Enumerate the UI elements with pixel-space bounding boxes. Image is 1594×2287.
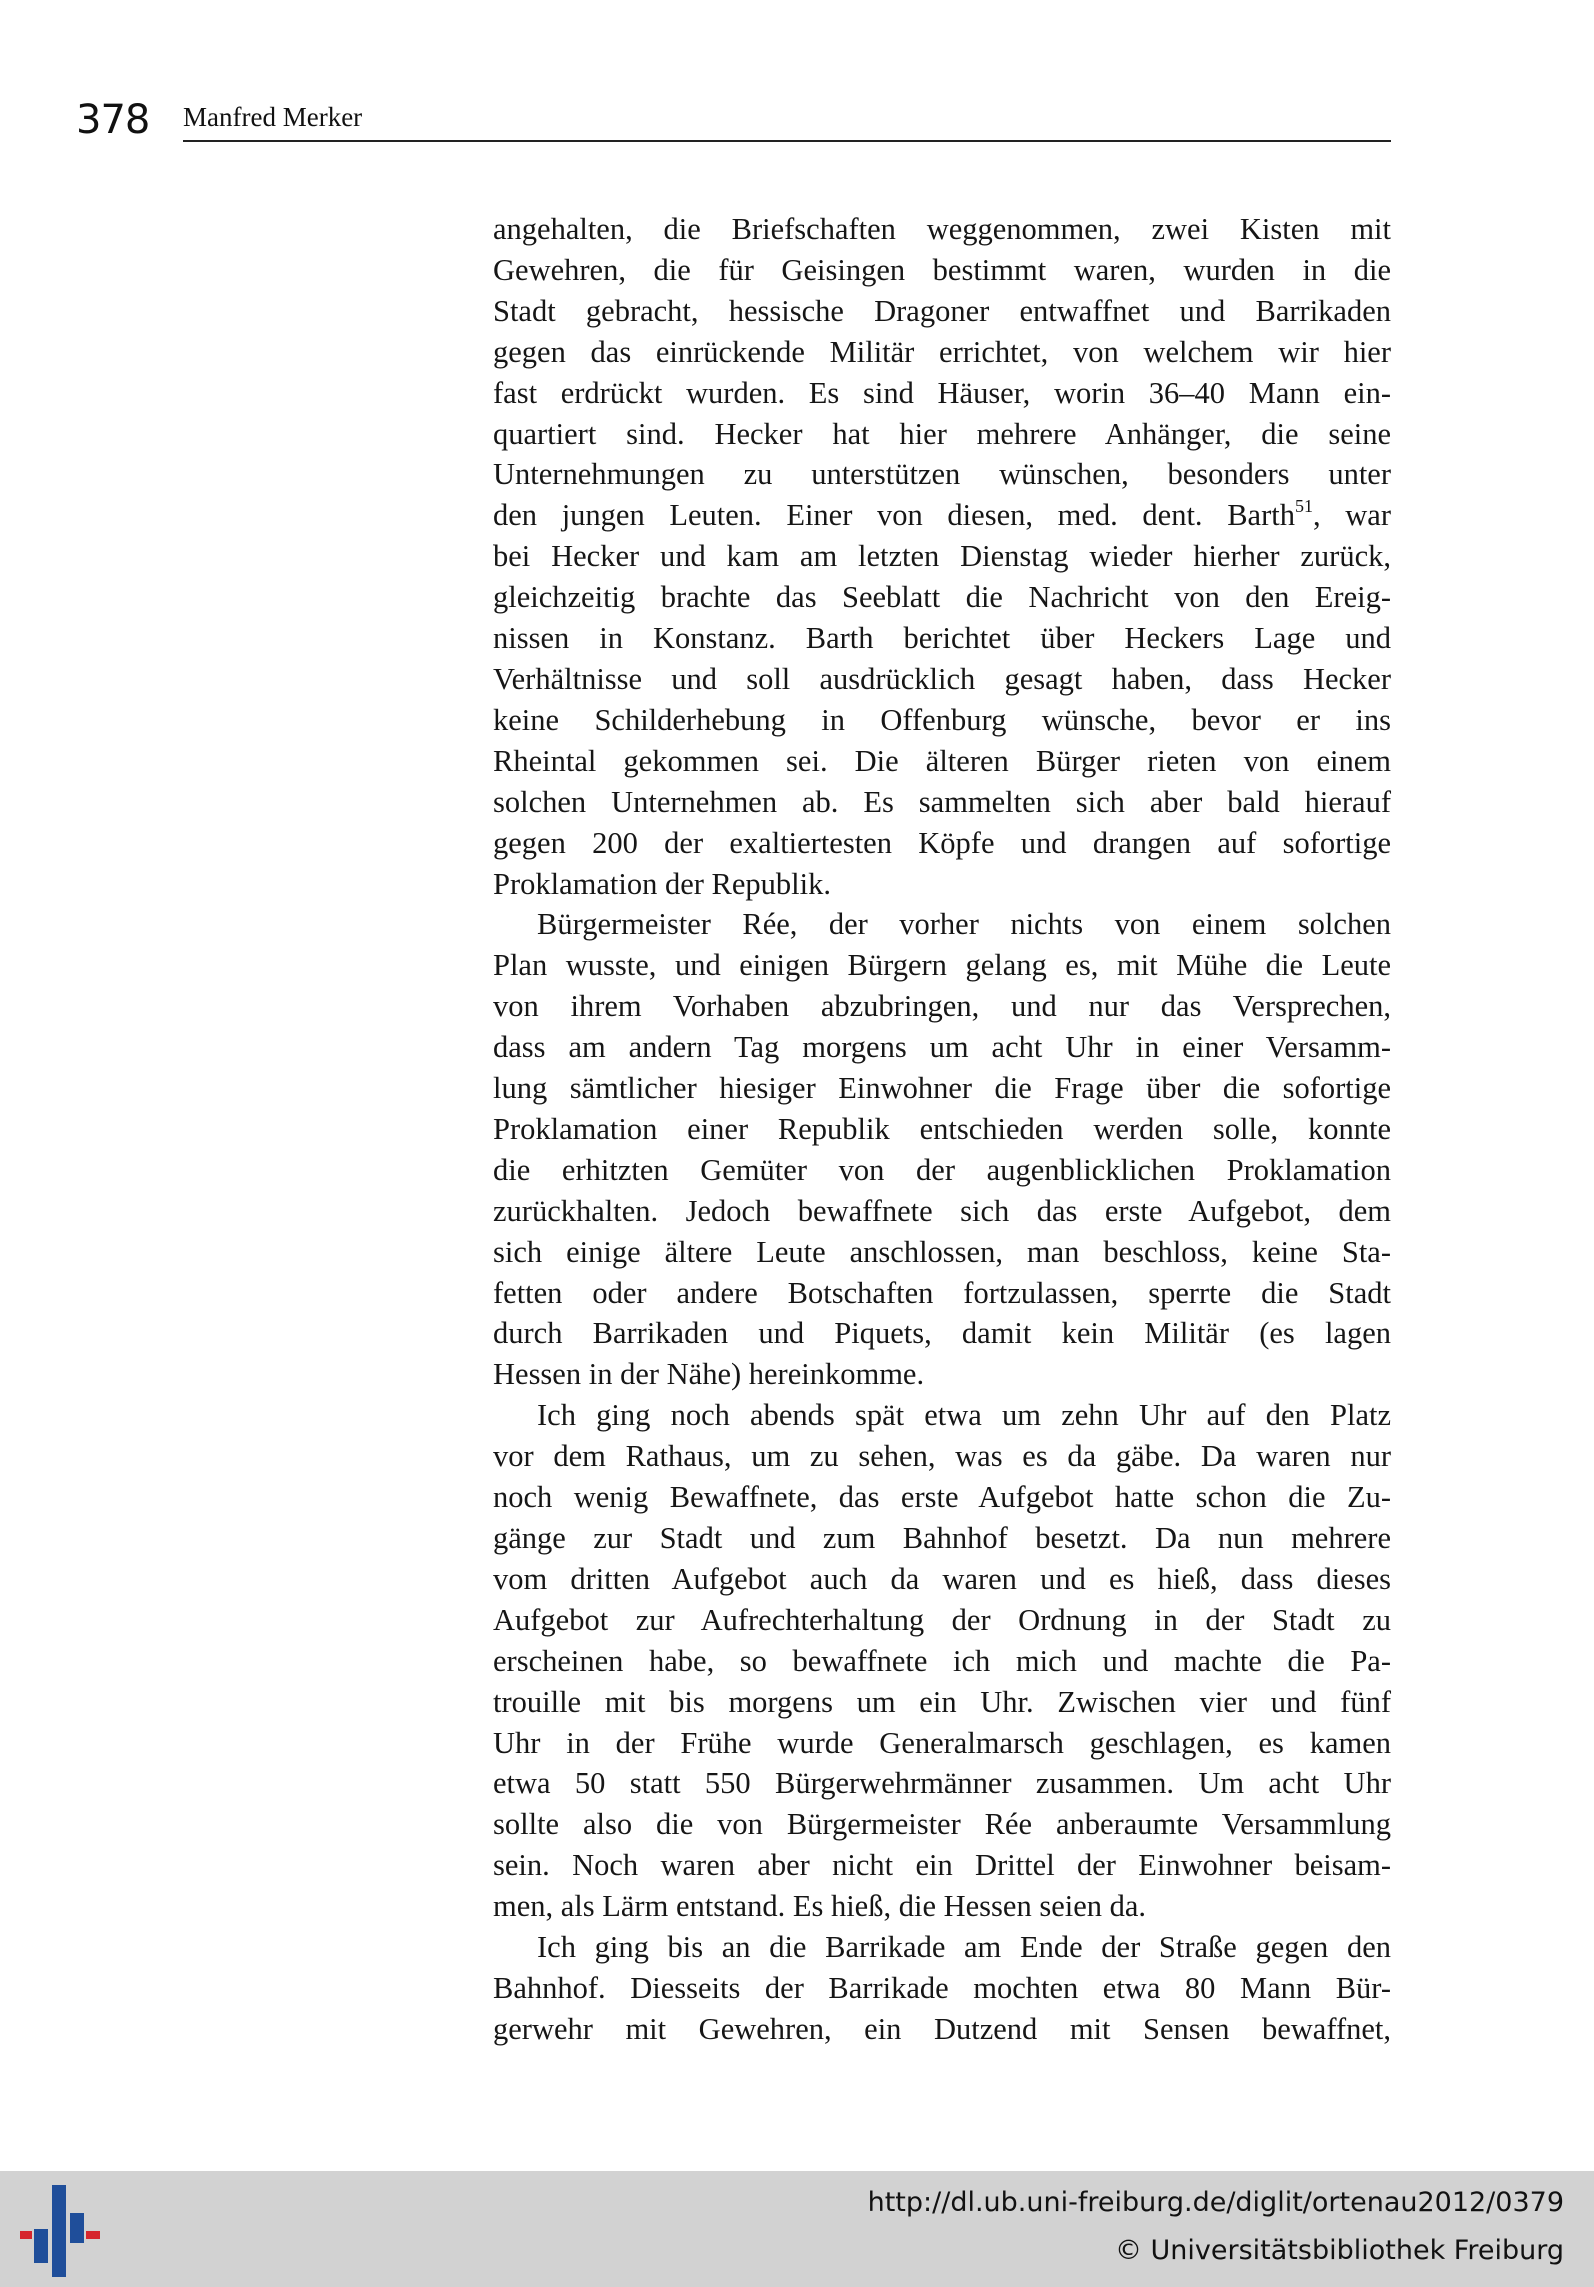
header-rule xyxy=(183,140,1391,142)
text-line xyxy=(493,1559,1391,1600)
text-line-content: durch Barrikaden und Piquets, damit kein Militär (es lagen xyxy=(493,1316,1391,1351)
text-line xyxy=(493,1477,1391,1518)
footnote-reference[interactable]: 51 xyxy=(1294,496,1313,517)
text-line xyxy=(493,291,1391,332)
text-line-content: quartiert sind. Hecker hat hier mehrere Anhänger, die seine xyxy=(493,416,1391,451)
text-line-content: Bahnhof. Diesseits der Barrikade mochten etwa 80 Mann Bür- xyxy=(493,1970,1391,2005)
text-line xyxy=(493,1232,1391,1273)
text-line xyxy=(493,536,1391,577)
text-line-content: gegen 200 der exaltiertesten Köpfe und drangen auf sofortige xyxy=(493,825,1391,860)
ub-freiburg-logo-icon[interactable] xyxy=(20,2185,100,2277)
text-line xyxy=(493,1886,1391,1927)
text-line-content: Aufgebot zur Aufrechterhaltung der Ordnung in der Stadt zu xyxy=(493,1602,1391,1637)
text-line xyxy=(493,1150,1391,1191)
text-line-content: sein. Noch waren aber nicht ein Drittel der Einwohner beisam- xyxy=(493,1848,1391,1883)
text-line xyxy=(493,209,1391,250)
text-line xyxy=(493,2009,1391,2050)
text-line-content: Uhr in der Frühe wurde Generalmarsch geschlagen, es kamen xyxy=(493,1725,1391,1760)
text-line-content: gleichzeitig brachte das Seeblatt die Nachricht von den Ereig- xyxy=(493,580,1391,615)
text-line-content: von ihrem Vorhaben abzubringen, und nur das Versprechen, xyxy=(493,989,1391,1024)
text-line-content: nissen in Konstanz. Barth berichtet über Heckers Lage und xyxy=(493,621,1391,656)
source-url-link[interactable]: http://dl.ub.uni-freiburg.de/diglit/ortenau2012/0379 xyxy=(867,2187,1564,2218)
text-line-content: gänge zur Stadt und zum Bahnhof besetzt. Da nun mehrere xyxy=(493,1521,1391,1555)
text-line-content: fast erdrückt wurden. Es sind Häuser, worin 36–40 Mann ein- xyxy=(493,375,1391,410)
text-line xyxy=(493,1273,1391,1314)
text-line-content: gerwehr mit Gewehren, ein Dutzend mit Sensen bewaffnet, xyxy=(493,2011,1391,2046)
text-line xyxy=(493,1068,1391,1109)
text-line-content: Plan wusste, und einigen Bürgern gelang es, mit Mühe die Leute xyxy=(493,948,1391,983)
text-line-content: Gewehren, die für Geisingen bestimmt waren, wurden in die xyxy=(493,252,1391,287)
text-line xyxy=(493,1804,1391,1845)
body-text xyxy=(493,209,1391,2050)
text-line xyxy=(493,1436,1391,1477)
text-line-content: Unternehmungen zu unterstützen wünschen, besonders unter xyxy=(493,457,1391,492)
text-line xyxy=(493,1313,1391,1354)
text-line-content: noch wenig Bewaffnete, das erste Aufgebot hatte schon die Zu- xyxy=(493,1480,1391,1515)
text-line xyxy=(493,1763,1391,1804)
text-line xyxy=(493,864,1391,905)
text-line xyxy=(493,1354,1391,1395)
text-line-content: fetten oder andere Botschaften fortzulassen, sperrte die Stadt xyxy=(493,1275,1391,1310)
text-line-content: Ich ging noch abends spät etwa um zehn Uhr auf den Platz xyxy=(537,1398,1391,1433)
text-line xyxy=(493,1600,1391,1641)
text-line-content: lung sämtlicher hiesiger Einwohner die Frage über die sofortige xyxy=(493,1071,1391,1106)
text-line-continuation: , war xyxy=(1312,498,1391,533)
text-line-content: vom dritten Aufgebot auch da waren und es hieß, dass dieses xyxy=(493,1561,1391,1596)
text-line-content: Bürgermeister Rée, der vorher nichts von einem solchen xyxy=(537,907,1391,942)
text-line xyxy=(493,1027,1391,1068)
text-line-content: vor dem Rathaus, um zu sehen, was es da gäbe. Da waren nur xyxy=(493,1439,1391,1474)
text-line-content: zurückhalten. Jedoch bewaffnete sich das erste Aufgebot, dem xyxy=(493,1193,1391,1228)
text-line xyxy=(493,659,1391,700)
text-line xyxy=(493,945,1391,986)
text-line xyxy=(493,373,1391,414)
text-line xyxy=(493,1723,1391,1764)
text-line-content: Verhältnisse und soll ausdrücklich gesagt haben, dass Hecker xyxy=(493,661,1391,696)
text-line xyxy=(493,1927,1391,1968)
text-line xyxy=(493,1641,1391,1682)
text-line-content: sich einige ältere Leute anschlossen, man beschloss, keine Sta- xyxy=(493,1234,1391,1269)
text-line xyxy=(493,1109,1391,1150)
text-line-content: gegen das einrückende Militär errichtet, von welchem wir hier xyxy=(493,334,1391,369)
text-line-content: den jungen Leuten. Einer von diesen, med. dent. Barth xyxy=(493,498,1295,533)
text-line-content: bei Hecker und kam am letzten Dienstag wieder hierher zurück, xyxy=(493,539,1391,574)
running-head: Manfred Merker xyxy=(183,102,363,132)
text-line-content: Proklamation einer Republik entschieden werden solle, konnte xyxy=(493,1111,1391,1146)
text-line xyxy=(493,823,1391,864)
text-line xyxy=(493,1682,1391,1723)
text-line xyxy=(493,782,1391,823)
text-line xyxy=(493,1518,1391,1559)
text-line xyxy=(493,1191,1391,1232)
text-line xyxy=(493,1968,1391,2009)
text-line xyxy=(493,1845,1391,1886)
text-line xyxy=(493,495,1391,536)
footer-bar xyxy=(0,2171,1594,2287)
text-line-content: solchen Unternehmen ab. Es sammelten sich aber bald hierauf xyxy=(493,784,1391,819)
text-line-content: angehalten, die Briefschaften weggenommen, zwei Kisten mit xyxy=(493,212,1391,246)
text-line-content: Hessen in der Nähe) hereinkomme. xyxy=(493,1357,925,1392)
text-line xyxy=(493,454,1391,495)
text-line-content: Rheintal gekommen sei. Die älteren Bürger rieten von einem xyxy=(493,743,1391,778)
text-line-content: Ich ging bis an die Barrikade am Ende der Straße gegen den xyxy=(537,1930,1391,1965)
text-line xyxy=(493,741,1391,782)
text-line-content: keine Schilderhebung in Offenburg wünsche, bevor er ins xyxy=(493,702,1391,737)
copyright-notice: © Universitätsbibliothek Freiburg xyxy=(1114,2235,1564,2266)
text-line xyxy=(493,618,1391,659)
text-line-content: sollte also die von Bürgermeister Rée anberaumte Versammlung xyxy=(493,1807,1391,1842)
page-number: 378 xyxy=(76,97,150,143)
text-line-content: die erhitzten Gemüter von der augenblicklichen Proklamation xyxy=(493,1152,1391,1187)
text-line xyxy=(493,904,1391,945)
text-line xyxy=(493,250,1391,291)
text-line xyxy=(493,577,1391,618)
text-line xyxy=(493,986,1391,1027)
text-line xyxy=(493,332,1391,373)
text-line-content: dass am andern Tag morgens um acht Uhr in einer Versamm- xyxy=(493,1030,1391,1065)
text-line-content: Stadt gebracht, hessische Dragoner entwaffnet und Barrikaden xyxy=(493,293,1391,328)
text-line-content: erscheinen habe, so bewaffnete ich mich und machte die Pa- xyxy=(493,1643,1391,1678)
text-line-content: etwa 50 statt 550 Bürgerwehrmänner zusammen. Um acht Uhr xyxy=(493,1766,1391,1801)
text-line-content: men, als Lärm entstand. Es hieß, die Hessen seien da. xyxy=(493,1889,1147,1924)
text-line-content: trouille mit bis morgens um ein Uhr. Zwischen vier und fünf xyxy=(493,1684,1391,1719)
text-line xyxy=(493,414,1391,455)
text-line-content: Proklamation der Republik. xyxy=(493,866,831,901)
text-line xyxy=(493,1395,1391,1436)
text-line xyxy=(493,700,1391,741)
